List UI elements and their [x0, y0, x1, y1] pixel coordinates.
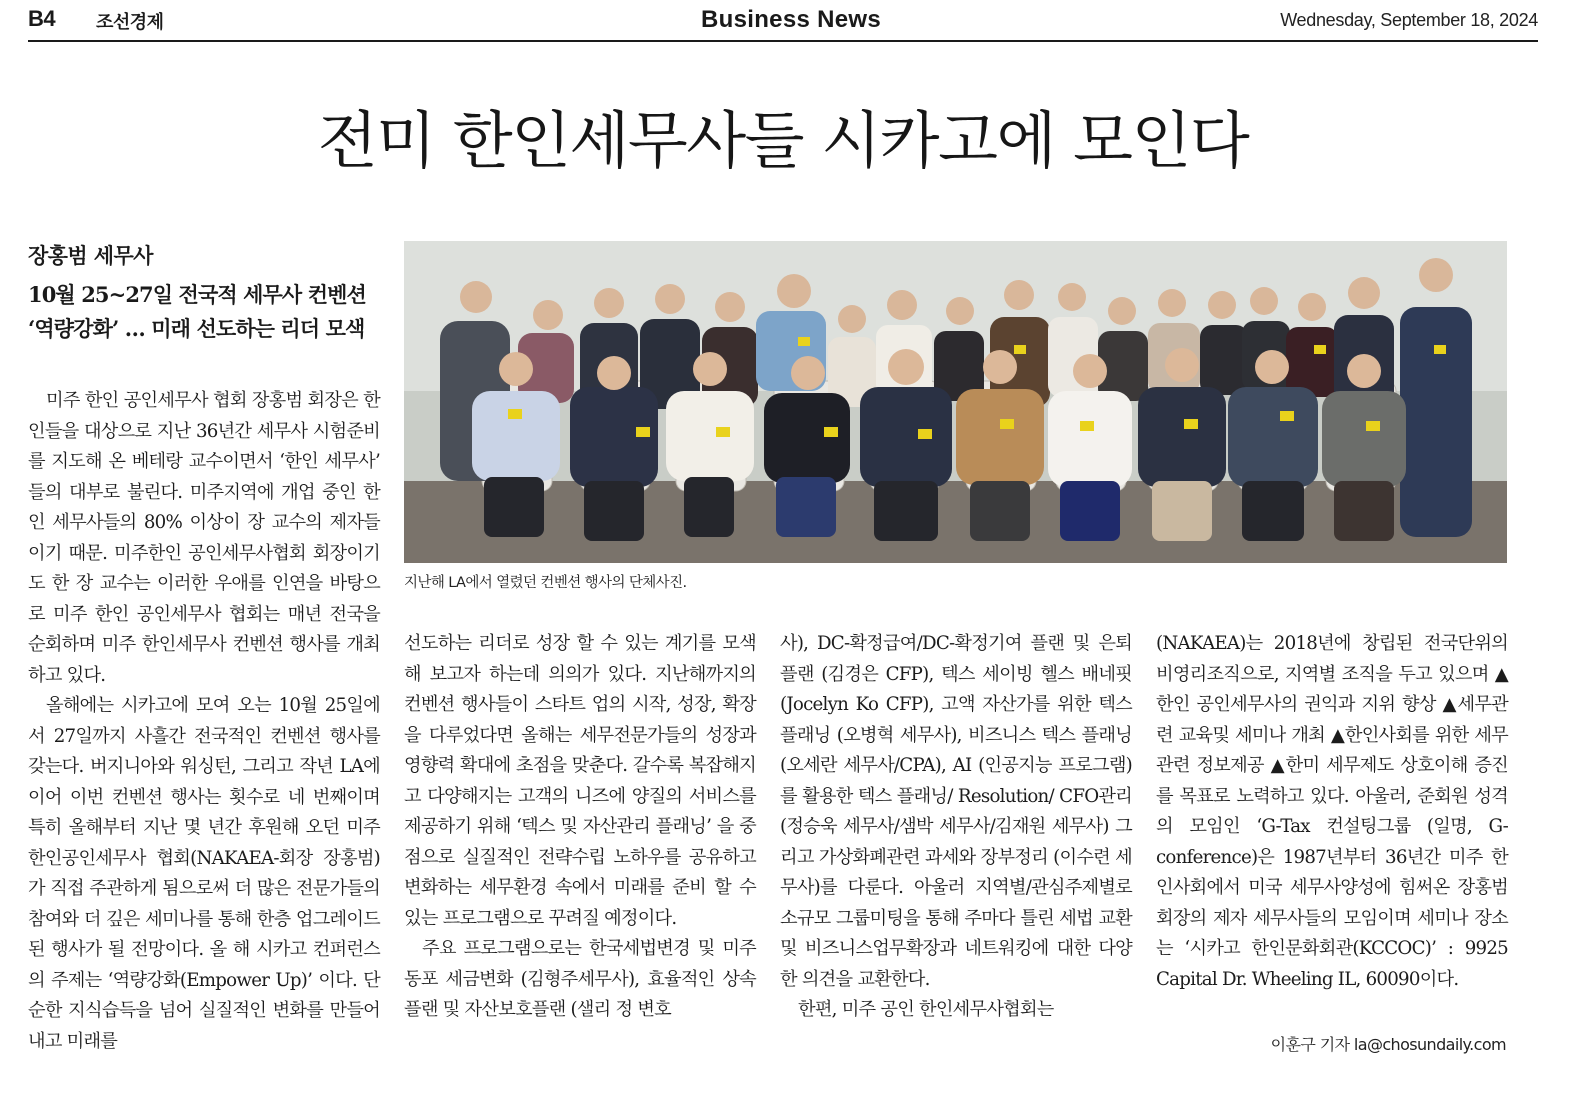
- byline: 장홍범 세무사: [28, 244, 153, 268]
- paragraph: (NAKAEA)는 2018년에 창립된 전국단위의 비영리조직으로, 지역별 조직을 두고 있으며 ▲한인 공인세무사의 권익과 지위 향상 ▲세무관련 교육및 세미나 개최 ▲한인사회를 위한 세무관련 정보제공 ▲한미 세무제도 상호이해 증진를 목표로 노력하고 있다. 아울러, 준회원 성격의 모임인 ‘G-Tax 컨설팅그룹 (일명, G-conference)은 1987년부터 36년간 미주 한인사회에서 미국 세무사양성에 힘써온 장홍범 회장의 제자 세무사들의 모임이며 세미나 장소는 ‘시카고 한인문화회관(KCCOC)’ : 9925 Capital Dr. Wheeling IL, 60090이다.: [1156, 633, 1508, 990]
- paragraph: 주요 프로그램으로는 한국세법변경 및 미주동포 세금변화 (김형주세무사), 효율적인 상속플랜 및 자산보호플랜 (샐리 정 변호: [404, 938, 756, 1020]
- section-title: Business News: [701, 6, 881, 33]
- paragraph: 선도하는 리더로 성장 할 수 있는 계기를 모색해 보고자 하는데 의의가 있다. 지난해까지의 컨벤션 행사들이 스타트 업의 시작, 성장, 확장을 다루었다면 올해는 세무전문가들의 성장과 영향력 확대에 초점을 맞춘다. 갈수록 복잡해지고 다양해지는 고객의 니즈에 양질의 서비스를 제공하기 위해 ‘텍스 및 자산관리 플래닝’ 을 중점으로 실질적인 전략수립 노하우를 공유하고 변화하는 세무환경 속에서 미래를 준비 할 수 있는 프로그램으로 꾸려질 예정이다.: [404, 633, 756, 929]
- paragraph: 미주 한인 공인세무사 협회 장홍범 회장은 한인들을 대상으로 지난 36년간 세무사 시험준비를 지도해 온 베테랑 교수이면서 ‘한인 세무사’ 들의 대부로 불린다. 미주지역에 개업 중인 한인 세무사들의 80% 이상이 장 교수의 제자들이기 때문. 미주한인 공인세무사협회 회장이기도 한 장 교수는 이러한 우애를 인연을 바탕으로 미주 한인 공인세무사 협회는 매년 전국을 순회하며 미주 한인세무사 컨벤션 행사를 개최하고 있다.: [28, 390, 380, 686]
- article-column-4: [1156, 629, 1508, 995]
- newspaper-name: 조선경제: [96, 12, 164, 33]
- article-column-1: [28, 386, 380, 1057]
- group-photo: [404, 241, 1507, 563]
- masthead: [28, 0, 1538, 42]
- paragraph: 한편, 미주 공인 한인세무사협회는: [798, 999, 1054, 1020]
- article-column-3: [780, 629, 1132, 1026]
- subheadline: [28, 278, 398, 346]
- article-column-2: [404, 629, 756, 1026]
- subhead-line: 10월 25~27일 전국적 세무사 컨벤션: [28, 282, 366, 307]
- paragraph: 올해에는 시카고에 모여 오는 10월 25일에서 27일까지 사흘간 전국적인 컨벤션 행사를 갖는다. 버지니아와 워싱턴, 그리고 작년 LA에 이어 이번 컨벤션 행사는 횟수로 네 번째이며 특히 올해부터 지난 몇 년간 후원해 오던 미주한인공인세무사 협회(NAKAEA-회장 장홍범)가 직접 주관하게 됨으로써 더 많은 전문가들의 참여와 더 깊은 세미나를 통해 한층 업그레이드 된 행사가 될 전망이다. 올 해 시카고 컨퍼런스의 주제는 ‘역량강화(Empower Up)’ 이다. 단순한 지식습득을 넘어 실질적인 변화를 만들어내고 미래를: [28, 695, 380, 1052]
- page-number: B4: [28, 6, 56, 31]
- issue-date: Wednesday, September 18, 2024: [1280, 10, 1538, 30]
- paragraph: 사), DC-확정급여/DC-확정기여 플랜 및 은퇴플랜 (김경은 CFP), 텍스 세이빙 헬스 배네핏(Jocelyn Ko CFP), 고액 자산가를 위한 텍스 플래닝 (오병혁 세무사), 비즈니스 텍스 플래닝 (오세란 세무사/CPA), AI (인공지능 프로그램)를 활용한 텍스 플래닝/ Resolution/ CFO관리 (정승욱 세무사/샘박 세무사/김재원 세무사) 그리고 가상화폐관련 과세와 장부정리 (이수련 세무사)를 다룬다. 아울러 지역별/관심주제별로 소규모 그룹미팅을 통해 주마다 틀린 세법 교환 및 비즈니스업무확장과 네트워킹에 대한 다양한 의견을 교환한다.: [780, 633, 1132, 990]
- group-photo-illustration: [404, 241, 1507, 563]
- reporter-credit: 이훈구 기자 la@chosundaily.com: [1270, 1035, 1506, 1054]
- headline: 전미 한인세무사들 시카고에 모인다: [317, 104, 1249, 177]
- photo-caption: 지난해 LA에서 열렸던 컨벤션 행사의 단체사진.: [404, 575, 687, 591]
- subhead-line: ‘역량강화’ … 미래 선도하는 리더 모색: [28, 316, 365, 341]
